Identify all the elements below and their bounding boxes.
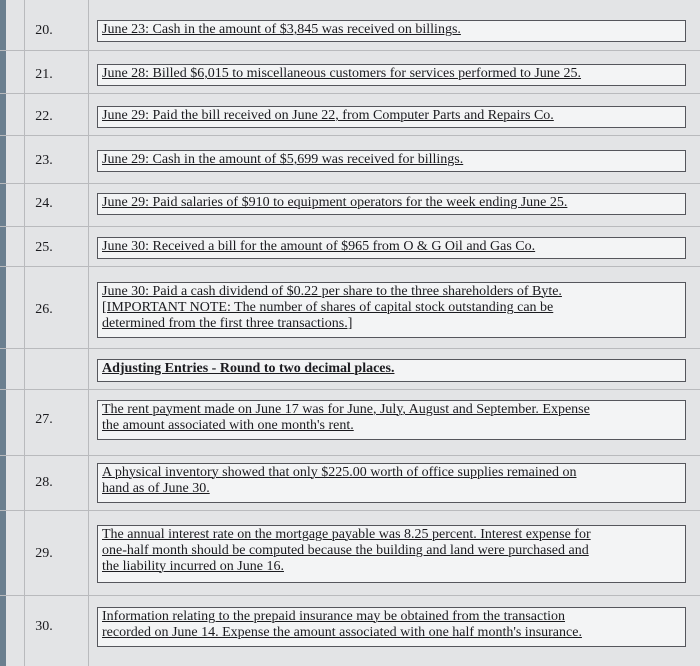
- grid-hline: [0, 266, 700, 267]
- grid-hline: [0, 595, 700, 596]
- transaction-text-box: [97, 607, 686, 647]
- text-line: A physical inventory showed that only $225.00 worth of office supplies remained on: [102, 465, 577, 480]
- transaction-text-box: [97, 150, 686, 172]
- grid-hline: [0, 50, 700, 51]
- text-line: The rent payment made on June 17 was for June, July, August and September. Expense: [102, 402, 590, 417]
- text-line: June 28: Billed $6,015 to miscellaneous customers for services performed to June 25.: [102, 66, 582, 81]
- row-number: 21.: [35, 67, 53, 82]
- row-number: 25.: [35, 240, 53, 255]
- text-line: recorded on June 14. Expense the amount associated with one half month's insurance.: [102, 625, 582, 640]
- text-line: June 29: Cash in the amount of $5,699 was received for billings.: [102, 152, 464, 167]
- section-heading: Adjusting Entries - Round to two decimal places.: [102, 361, 395, 376]
- text-line: June 29: Paid the bill received on June 22, from Computer Parts and Repairs Co.: [102, 108, 554, 123]
- grid-hline: [0, 510, 700, 511]
- section-heading-box: [97, 359, 686, 382]
- row-number: 30.: [35, 619, 53, 634]
- grid-hline: [0, 389, 700, 390]
- text-line: hand as of June 30.: [102, 481, 210, 496]
- transaction-text-box: [97, 20, 686, 42]
- transaction-text-box: [97, 237, 686, 259]
- grid-hline: [0, 135, 700, 136]
- grid-vline: [88, 0, 89, 666]
- row-number: 28.: [35, 475, 53, 490]
- text-line: June 23: Cash in the amount of $3,845 was received on billings.: [102, 22, 461, 37]
- grid-hline: [0, 183, 700, 184]
- row-number: 22.: [35, 109, 53, 124]
- text-line: Information relating to the prepaid insurance may be obtained from the transaction: [102, 609, 566, 624]
- row-number: 23.: [35, 153, 53, 168]
- transaction-text-box: [97, 525, 686, 583]
- text-line: June 29: Paid salaries of $910 to equipment operators for the week ending June 25.: [102, 195, 568, 210]
- row-number: 20.: [35, 23, 53, 38]
- text-line: June 30: Received a bill for the amount of $965 from O & G Oil and Gas Co.: [102, 239, 536, 254]
- row-number: 27.: [35, 412, 53, 427]
- grid-hline: [0, 226, 700, 227]
- text-line: one-half month should be computed because the building and land were purchased and: [102, 543, 589, 558]
- row-number: 26.: [35, 302, 53, 317]
- grid-hline: [0, 455, 700, 456]
- row-number: 24.: [35, 196, 53, 211]
- text-line: the amount associated with one month's rent.: [102, 418, 354, 433]
- text-line: determined from the first three transactions.]: [102, 316, 353, 331]
- transaction-text-box: [97, 282, 686, 338]
- text-line: the liability incurred on June 16.: [102, 559, 284, 574]
- transaction-text-box: [97, 64, 686, 86]
- grid-hline: [0, 348, 700, 349]
- transaction-text-box: [97, 106, 686, 128]
- transaction-text-box: [97, 463, 686, 503]
- text-line: [IMPORTANT NOTE: The number of shares of capital stock outstanding can be: [102, 300, 554, 315]
- text-line: The annual interest rate on the mortgage payable was 8.25 percent. Interest expense for: [102, 527, 591, 542]
- text-line: June 30: Paid a cash dividend of $0.22 per share to the three shareholders of Byte.: [102, 284, 562, 299]
- transaction-text-box: [97, 400, 686, 440]
- transaction-text-box: [97, 193, 686, 215]
- row-number: 29.: [35, 546, 53, 561]
- grid-hline: [0, 93, 700, 94]
